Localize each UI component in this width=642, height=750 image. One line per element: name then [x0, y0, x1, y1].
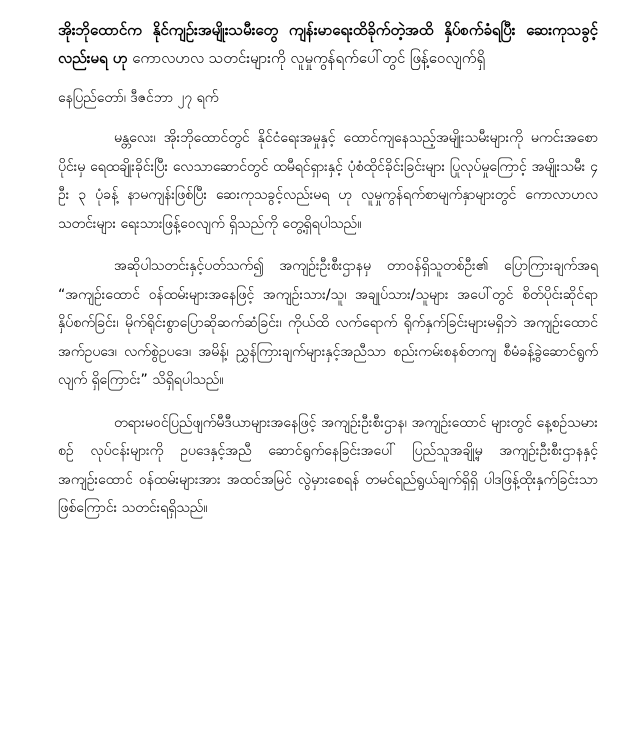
headline-bold: အိုးဘိုထောင်က နိုင်ကျဉ်းအမျိုးသမီးတွေ ကျန်းမာရေးထိခိုက်တဲ့အထိ နှိပ်စက်ခံရပြီး ဆေးကုသခွင့်လည်းမရ ဟု — [58, 21, 598, 67]
paragraph-2: အဆိုပါသတင်းနှင့်ပတ်သက်၍ အကျဉ်းဦးစီးဌာနမှ တာဝန်ရှိသူတစ်ဦး၏ ပြောကြားချက်အရ “အကျဉ်းထောင် ဝန်ထမ်းများအနေဖြင့် အကျဉ်းသား/သူ၊ အချုပ်သား/သူများ အပေါ်တွင် စိတ်ပိုင်းဆိုင်ရာနှိပ်စက်ခြင်း၊ မိုက်ရိုင်းစွာပြောဆိုဆက်ဆံခြင်း၊ ကိုယ်ထိ လက်ရောက် ရိုက်နှက်ခြင်းများမရှိဘဲ အကျဉ်းထောင် အက်ဥပဒေ၊ လက်စွဲဥပဒေ၊ အမိန့်၊ ညွှန်ကြားချက်များနှင့်အညီသာ စည်းကမ်းစနစ်တကျ စီမံခန့်ခွဲဆောင်ရွက်လျက် ရှိကြောင်း” သိရှိရပါသည်။ — [58, 258, 598, 388]
dateline: နေပြည်တော်၊ ဒီဇင်ဘာ ၂၇ ရက် — [58, 90, 219, 106]
paragraph-3: တရားမဝင်ပြည်ဖျက်မီဒီယာများအနေဖြင့် အကျဉ်းဦးစီးဌာန၊ အကျဉ်းထောင် များတွင် နေ့စဉ်သမားစဉ် လုပ်ငန်းများကို ဥပဒေနှင့်အညီ ဆောင်ရွက်နေခြင်းအပေါ် ပြည်သူအချို့မှ အကျဉ်းဦးစီးဌာနနှင့် အကျဉ်းထောင် ဝန်ထမ်းများအား အထင်အမြင် လွဲမှားစေရန် တမင်ရည်ရွယ်ချက်ရှိရှိ ပါဒဖြန့်ထိုးနှက်ခြင်းသာဖြစ်ကြောင်း သတင်းရရှိသည်။ — [58, 414, 598, 516]
headline-rest: ကောလဟလ သတင်းများကို လူမှုကွန်ရက်ပေါ်တွင် ဖြန့်ဝေလျက်ရှိ — [127, 49, 486, 67]
headline — [58, 16, 598, 72]
paragraph-1: မန္တလေး၊ အိုးဘိုထောင်တွင် နိုင်ငံရေးအမှုနှင့် ထောင်ကျနေသည့်အမျိုးသမီးများကို မကင်းအစောပိုင်းမှ ရေထချိုးခိုင်းပြီး လေသာဆောင်တွင် ထမီရင်ရှားနှင့် ပုံစံထိုင်ခိုင်းခြင်းများ ပြုလုပ်မှုကြောင့် အမျိုးသမီး ၄ ဦး ၃ ပုံခန့် နာမကျန်းဖြစ်ပြီး ဆေးကုသခွင့်လည်းမရ ဟု လူမှုကွန်ရက်စာမျက်နှာများတွင် ကောလာဟလသတင်းများ ရေးသားဖြန့်ဝေလျက် ရှိသည်ကို တွေ့ရှိရပါသည်။ — [58, 130, 598, 232]
